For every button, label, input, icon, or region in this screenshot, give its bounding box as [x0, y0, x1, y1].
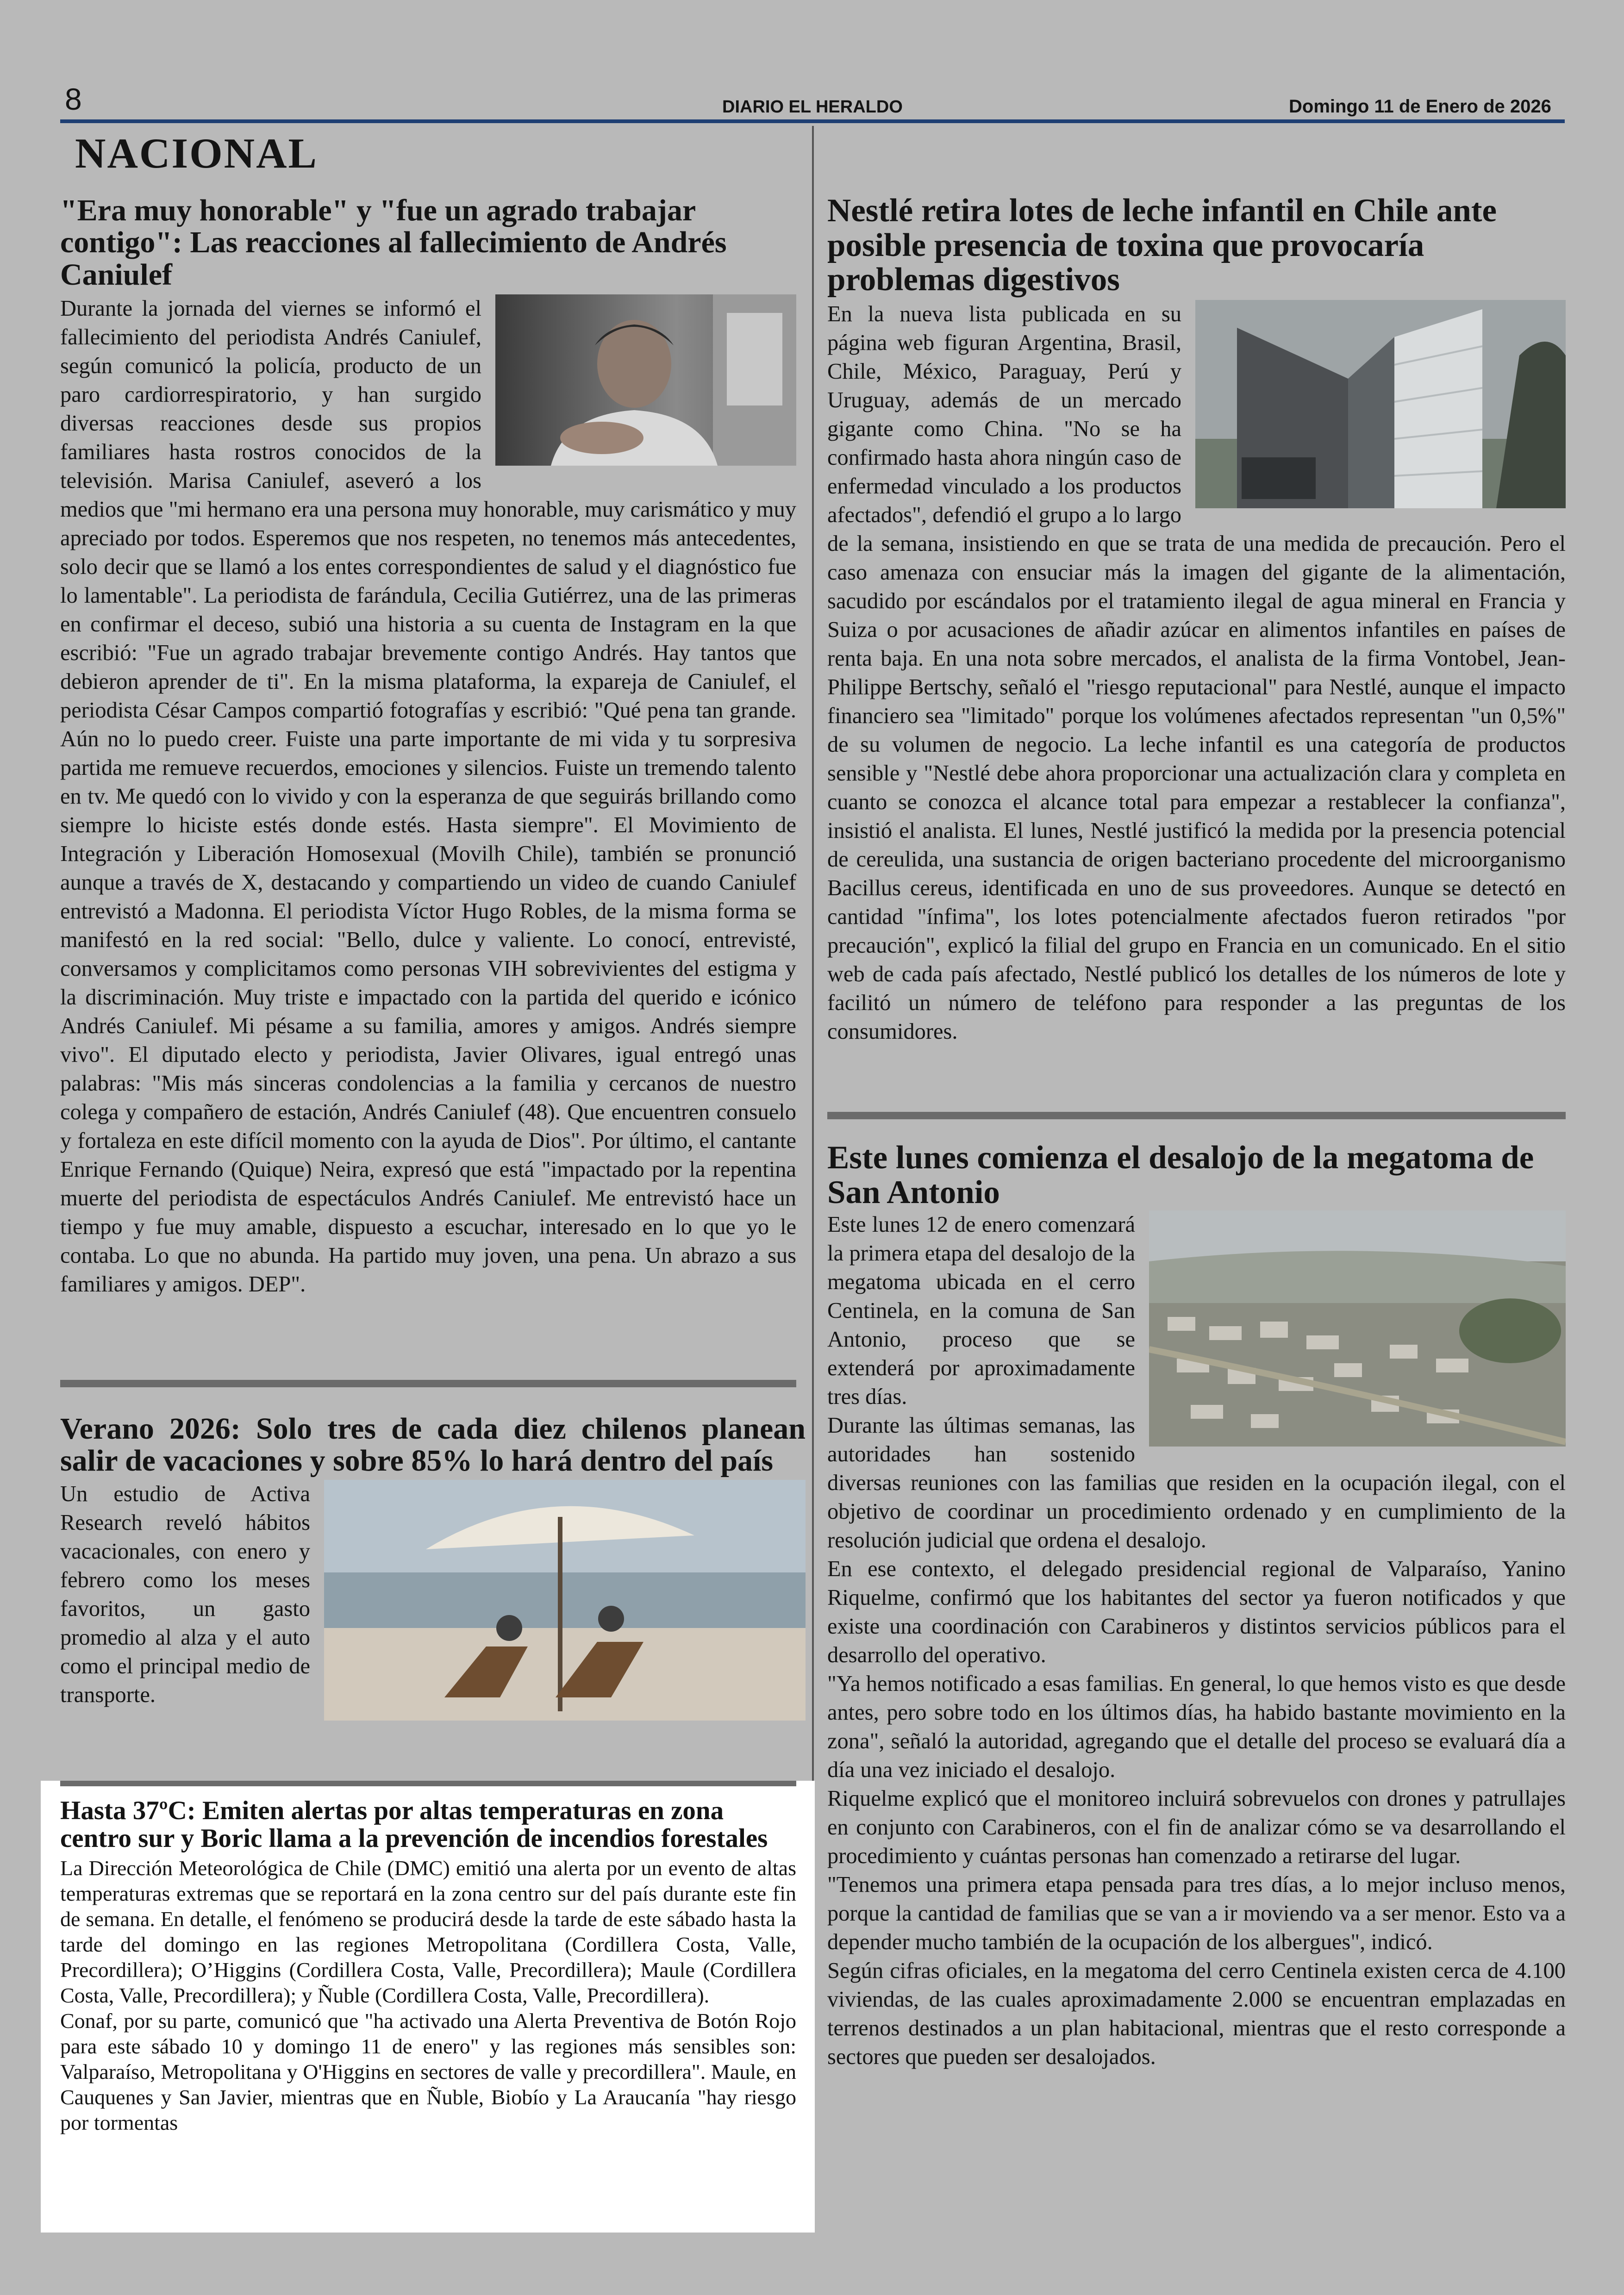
- article-paragraph: Conaf, por su parte, comunicó que "ha activado una Alerta Preventiva de Botón Rojo para este sábado 10 y domingo 11 de enero" y las regiones más sensibles son: Valparaíso, Metropolitana y O'Higgins en sectores de valle y precordillera". Maule, en Cauquenes y San Javier, mientras que en Ñuble, Biobío y La Araucanía "hay riesgo por tormentas: [60, 2008, 796, 2134]
- article-verano: [60, 1413, 806, 1725]
- article-caniulef: [60, 194, 796, 1299]
- article-text: Un estudio de Activa Research reveló hábitos vacacionales, con enero y febrero como los meses favoritos, un gasto promedio al alza y el auto como el principal medio de transporte.: [60, 1481, 310, 1707]
- article-megatoma: [827, 1141, 1566, 2071]
- article-paragraph: La Dirección Meteorológica de Chile (DMC) emitió una alerta por un evento de altas temperaturas extremas que se reportará en la zona centro sur del país durante este fin de semana. En detalle, el fenómeno se producirá desde la tarde de este sábado hasta la tarde del domingo en las regiones Metropolitana (Cordillera Costa, Valle, Precordillera); O’Higgins (Cordillera Costa, Valle, Precordillera); Maule (Cordillera Costa, Valle, Precordillera); y Ñuble (Cordillera Costa, Valle, Precordillera).: [60, 1856, 796, 2007]
- article-text: En la nueva lista publicada en su página web figuran Argentina, Brasil, Chile, México, Paraguay, Perú y Uruguay, además de un mercado gigante como China. "No se ha confirmado hasta ahora ningún caso de enfermedad vinculado a los productos afectados", defendió el grupo a lo largo de la semana, insistiendo en que se trata de una medida de precaución. Pero el caso amenaza con ensuciar más la imagen del gigante de la alimentación, sacudido por escándalos por el tratamiento ilegal de agua mineral en Francia y Suiza o por acusaciones de añadir azúcar en alimentos infantiles en países de renta baja. En una nota sobre mercados, el analista de la firma Vontobel, Jean-Philippe Bertschy, señaló el "riesgo reputacional" para Nestlé, aunque el impacto financiero sea "limitado" porque los volúmenes afectados representan "un 0,5%" de su volumen de negocio. La leche infantil es una categoría de productos sensible y "Nestlé debe ahora proporcionar una actualización clara y completa en cuanto se conozca el alcance total para empezar a restablecer la confianza", insistió el analista. El lunes, Nestlé justificó la medida por la presencia potencial de cereulida, una sustancia de origen bacteriano procedente del microorganismo Bacillus cereus, identificada en uno de sus proveedores. Aunque se detectó en cantidad "ínfima", los lotes potencialmente afectados fueron retirados "por precaución", explicó la filial del grupo en Francia en un comunicado. En el sitio web de cada país afectado, Nestlé publicó los detalles de los números de lote y facilitó un número de teléfono para responder a las preguntas de los consumidores.: [827, 301, 1566, 1044]
- article-paragraph: Durante las últimas semanas, las autoridades han sostenido diversas reuniones con las familias que residen en la ocupación ilegal, con el objetivo de coordinar un procedimiento ordenado y en cumplimiento de la resolución judicial que ordena el desalojo.: [827, 1413, 1566, 1553]
- article-nestle: [827, 193, 1566, 1046]
- article-paragraph: "Tenemos una primera etapa pensada para tres días, a lo mejor incluso menos, porque la cantidad de familias que se van a ir moviendo va a ser menor. Esto va a depender mucho también de la ocupación de los albergues", indicó.: [827, 1872, 1566, 1955]
- article-paragraph: Riquelme explicó que el monitoreo incluirá sobrevuelos con drones y patrullajes en conjunto con Carabineros, con el fin de analizar cómo se va desarrollando el procedimiento y cuántas personas han comenzado a retirarse del lugar.: [827, 1786, 1566, 1869]
- article-text: Durante la jornada del viernes se informó el fallecimiento del periodista Andrés Caniulef, según comunicó la policía, producto de un paro cardiorrespiratorio, y han surgido diversas reacciones desde sus propios familiares hasta rostros conocidos de la televisión. Marisa Caniulef, aseveró a los medios que "mi hermano era una persona muy honorable, muy carismático y muy apreciado por todos. Esperemos que nos respeten, no tenemos más antecedentes, solo decir que se llamó a los entes correspondientes de salud y el diagnóstico fue lo lamentable". La periodista de farándula, Cecilia Gutiérrez, una de las primeras en confirmar el deceso, subió una historia a su cuenta de Instagram en la que escribió: "Fue un agrado trabajar brevemente contigo Andrés. Hay tantos que debieron aprender de ti". En la misma plataforma, la expareja de Caniulef, el periodista César Campos compartió fotografías y escribió: "Qué pena tan grande. Aún no lo puedo creer. Fuiste una parte importante de mi vida y tu sorpresiva partida me remueve recuerdos, emociones y silencios. Fuiste un tremendo talento en tv. Me quedó con lo vivido y con la esperanza de que seguirás brillando como siempre lo hiciste estés donde estés. Hasta siempre". El Movimiento de Integración y Liberación Homosexual (Movilh Chile), también se pronunció aunque a través de X, destacando y compartiendo un video de cuando Caniulef entrevistó a Madonna. El periodista Víctor Hugo Robles, de la misma forma se manifestó en la red social: "Bello, dulce y valiente. Lo conocí, entrevisté, conversamos y complicitamos como personas VIH sobrevivientes del estigma y la discriminación. Muy triste e impactado con la partida del querido e icónico Andrés Caniulef. Mi pésame a su familia, amores y amigos. Andrés siempre vivo". El diputado electo y periodista, Javier Olivares, igual entregó unas palabras: "Mis más sinceras condolencias a la familia y cercanos de nuestro colega y compañero de estación, Andrés Caniulef (48). Que encuentren consuelo y fortaleza en este difícil momento con la ayuda de Dios". Por último, el cantante Enrique Fernando (Quique) Neira, expresó que está "impactado por la repentina muerte del periodista de espectáculos Andrés Caniulef. Me entrevistó hace un tiempo y fue muy amable, dispuesto a escuchar, interesado en lo que yo le contaba. Lo que no abunda. Ha partido muy joven, una pena. Un abrazo a sus familiares y amigos. DEP".: [60, 296, 796, 1297]
- article-separator: [60, 1380, 796, 1387]
- article-headline: Verano 2026: Solo tres de cada diez chilenos planean salir de vacaciones y sobre 85% lo hará dentro del país: [60, 1412, 806, 1478]
- article-photo: [324, 1480, 806, 1721]
- section-title: NACIONAL: [75, 130, 318, 177]
- article-photo: [1195, 300, 1566, 508]
- header-rule: [60, 119, 1565, 123]
- article-photo: [1149, 1210, 1566, 1447]
- article-temperaturas: [60, 1797, 796, 2135]
- newspaper-name: DIARIO EL HERALDO: [722, 97, 903, 117]
- article-paragraph: Este lunes 12 de enero comenzará la primera etapa del desalojo de la megatoma ubicada en el cerro Centinela, en la comuna de San Antonio, proceso que se extenderá por aproximadamente tres días.: [827, 1212, 1135, 1409]
- article-headline: Este lunes comienza el desalojo de la megatoma de San Antonio: [827, 1140, 1534, 1210]
- article-photo: [495, 294, 796, 466]
- article-headline: Hasta 37ºC: Emiten alertas por altas temperaturas en zona centro sur y Boric llama a la prevención de incendios forestales: [60, 1796, 768, 1853]
- issue-date: Domingo 11 de Enero de 2026: [1289, 96, 1551, 117]
- portrait-photo-icon: [495, 294, 796, 466]
- nestle-building-photo-icon: [1195, 300, 1566, 508]
- article-headline: Nestlé retira lotes de leche infantil en Chile ante posible presencia de toxina que provocaría problemas digestivos: [827, 193, 1497, 298]
- article-paragraph: "Ya hemos notificado a esas familias. En general, lo que hemos visto es que desde antes, pero sobre todo en los últimos días, ha habido bastante movimiento en la zona", señaló la autoridad, agregando que el detalle del proceso se evaluará día a día una vez iniciado el desalojo.: [827, 1671, 1566, 1783]
- article-separator: [60, 1781, 796, 1786]
- article-body: [827, 1210, 1566, 2071]
- article-body: [60, 294, 796, 1299]
- article-headline: "Era muy honorable" y "fue un agrado trabajar contigo": Las reacciones al fallecimiento de Andrés Caniulef: [60, 193, 727, 292]
- article-separator: [827, 1112, 1566, 1119]
- aerial-settlement-photo-icon: [1149, 1210, 1566, 1447]
- article-body: [60, 1480, 806, 1709]
- page-number: 8: [65, 82, 82, 116]
- article-body: [827, 300, 1566, 1046]
- article-paragraph: Según cifras oficiales, en la megatoma del cerro Centinela existen cerca de 4.100 viviendas, de las cuales aproximadamente 2.000 se encuentran emplazadas en terrenos destinados a un plan habitacional, mientras que el resto corresponde a sectores que pueden ser desalojados.: [827, 1958, 1566, 2070]
- beach-umbrella-photo-icon: [324, 1480, 806, 1721]
- article-body: [60, 1855, 796, 2135]
- article-paragraph: En ese contexto, el delegado presidencial regional de Valparaíso, Yanino Riquelme, confirmó que los habitantes del sector ya fueron notificados y que existe una coordinación con Carabineros y distintos servicios públicos para el desarrollo del operativo.: [827, 1557, 1566, 1668]
